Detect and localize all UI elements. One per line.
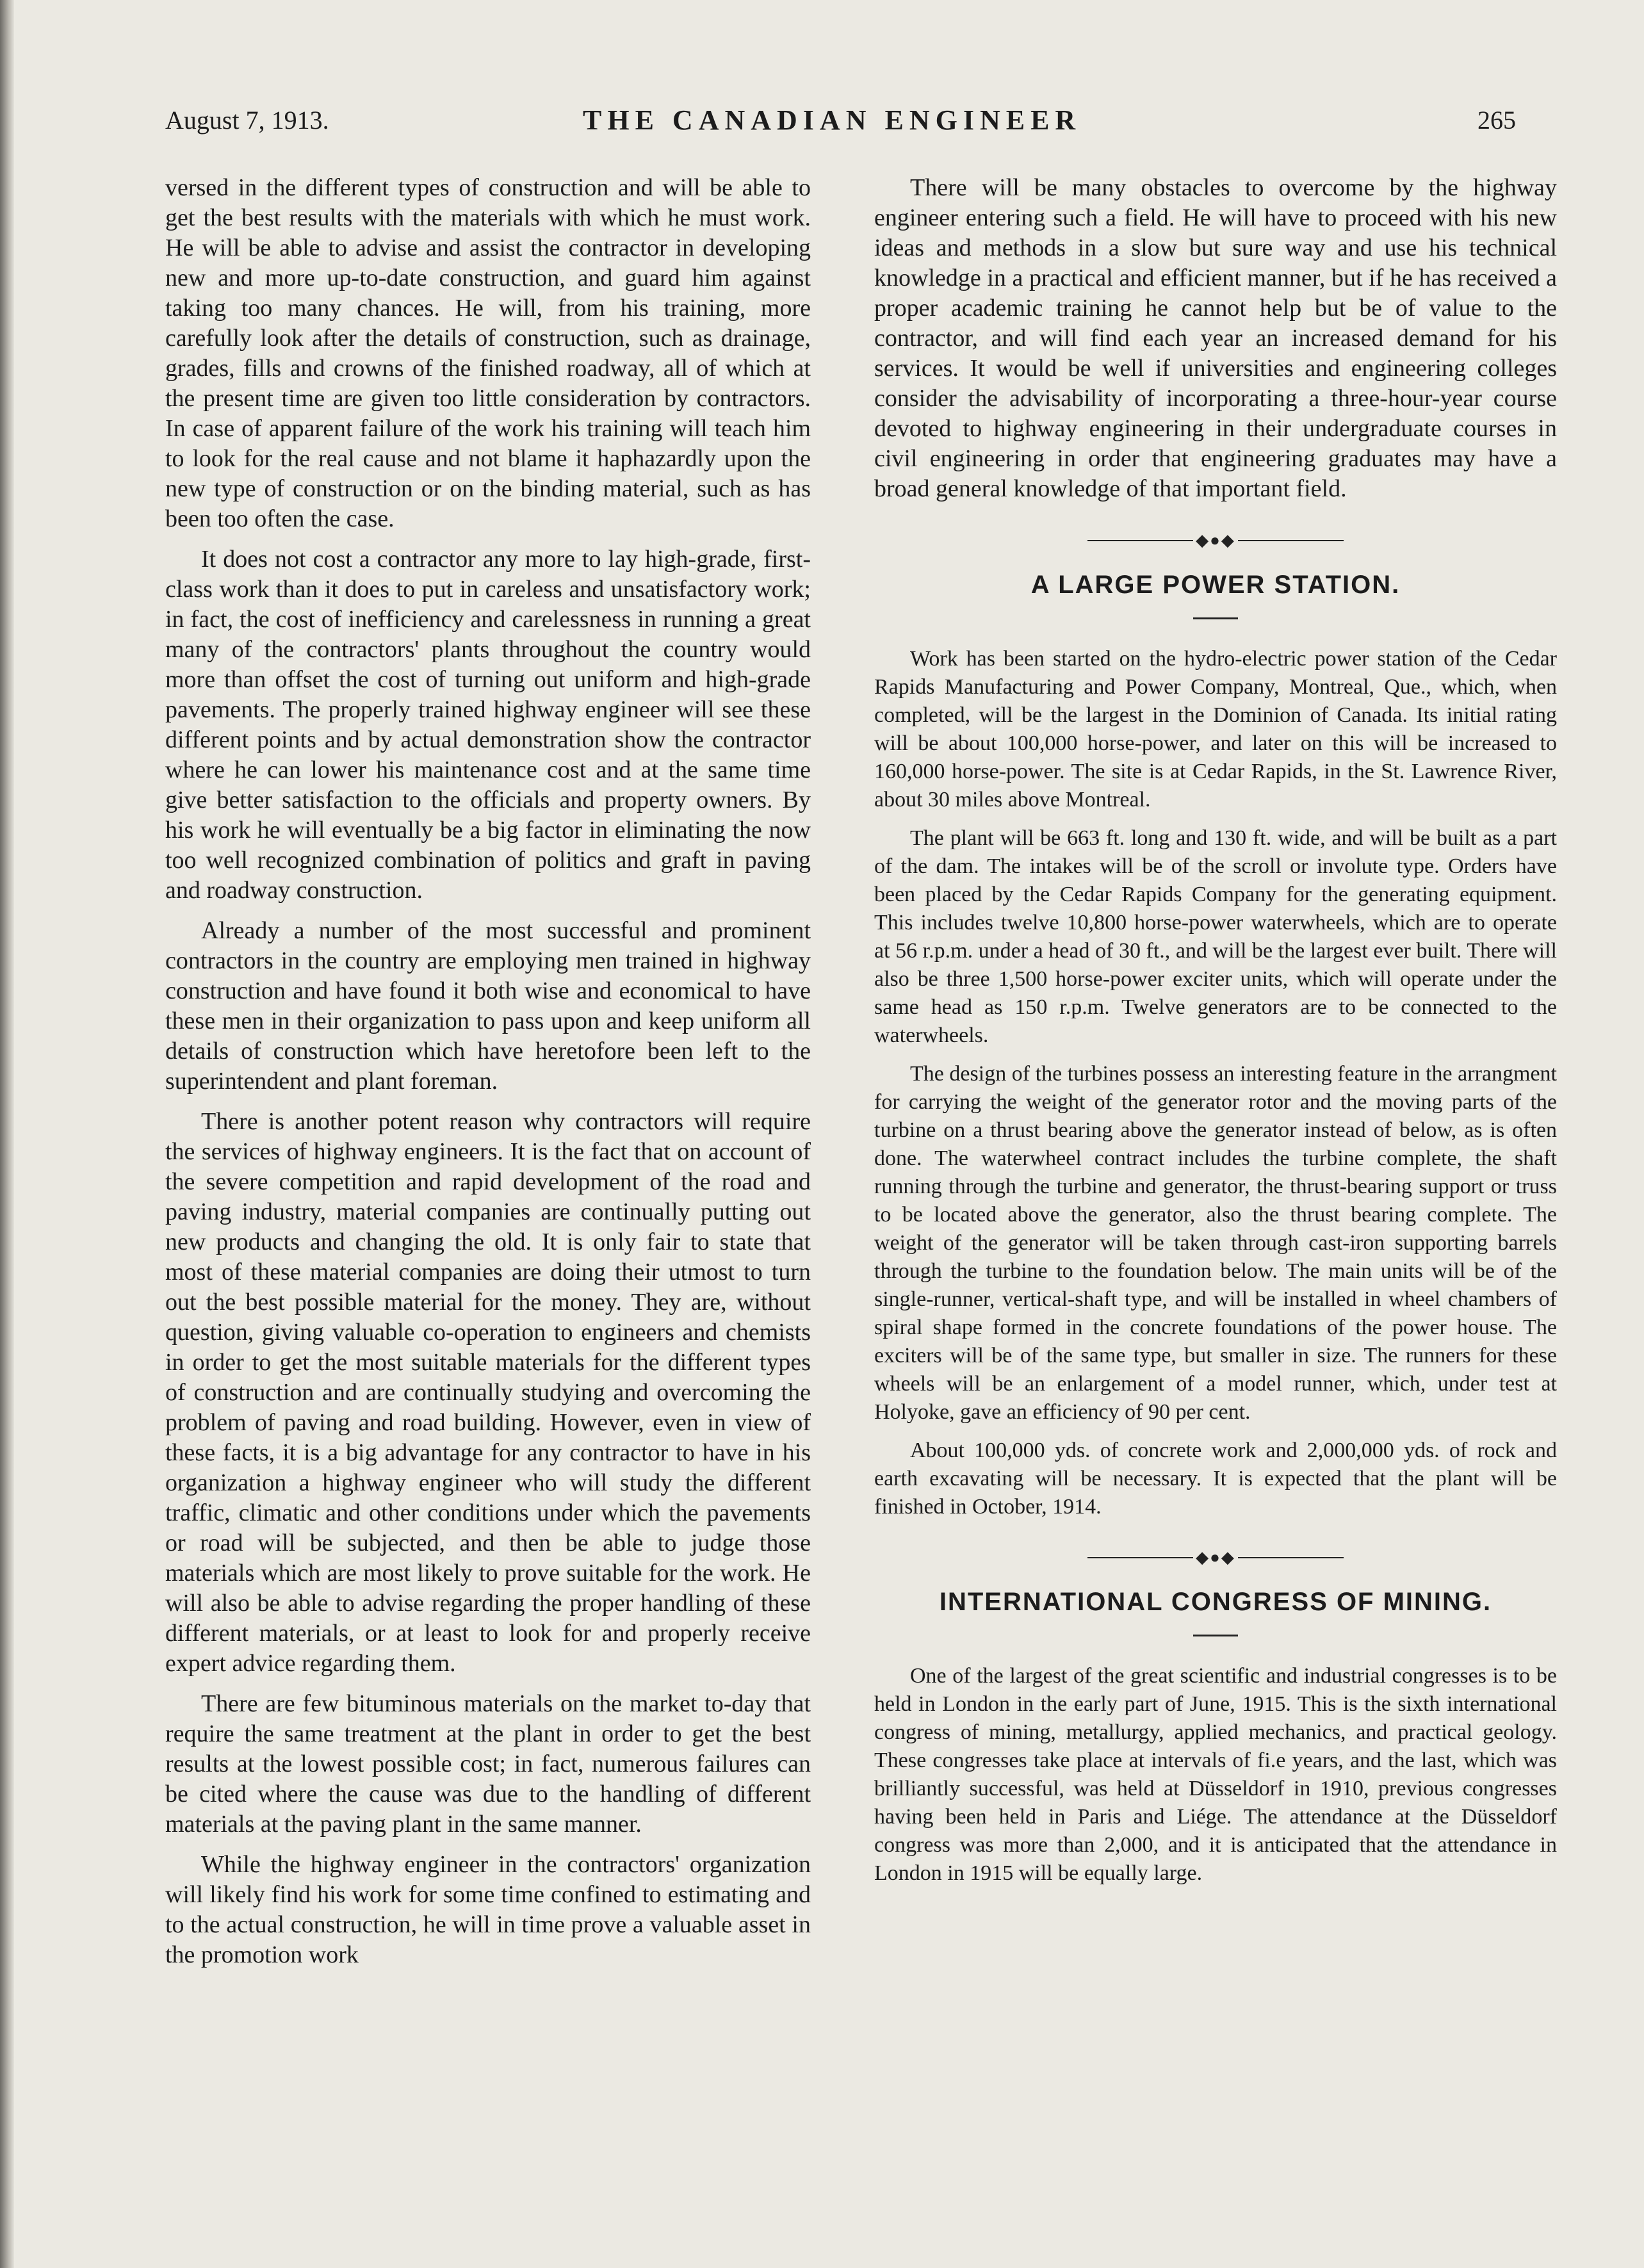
paragraph: About 100,000 yds. of concrete work and 2,000,000 yds. of rock and earth excavating will be necessary. It is expected that the plant will be finished in October, 1914. [874,1439,1557,1519]
paragraph: Already a number of the most successful and prominent contractors in the country are employing men trained in highway construction and have found it both wise and economical to have these men in their organization to pass upon and keep uniform all details of construction which have heretofore been left to the superintendent and plant foreman. [165,917,811,1095]
paragraph: There are few bituminous materials on the market to-day that require the same treatment at the plant in order to get the best results at the lowest possible cost; in fact, numerous failures can be cited where the cause was due to the handling of different materials at the paving plant in the same manner. [165,1690,811,1838]
section-ornament: ◆●◆ [874,530,1557,550]
paragraph: While the highway engineer in the contractors' organization will likely find his work for some time confined to estimating and to the actual construction, he will in time prove a valuable asset in the promotion work [165,1851,811,1968]
right-column [874,173,1557,1898]
section-ornament: ◆●◆ [874,1547,1557,1567]
paragraph: There will be many obstacles to overcome by the highway engineer entering such a field. He will have to proceed with his new ideas and methods in a slow but sure way and use his technical knowledge in a practical and efficient manner, but if he has received a proper academic training he cannot help but be of value to the contractor, and will find each year an increased demand for his services. It would be well if universities and engineering colleges consider the advisability of incorporating a three-hour-year course devoted to highway engineering in their undergraduate courses in civil engineering in order that engineering graduates may have a broad general knowledge of that important field. [874,174,1557,502]
paragraph: One of the largest of the great scientific and industrial congresses is to be held in London in the early part of June, 1915. This is the sixth international congress of mining, metallurgy, applied mechanics, and practical geology. These congresses take place at intervals of fi.e years, and the last, which was brilliantly successful, was held at Düsseldorf in 1910, previous congresses having been held in Paris and Liége. The attendance at the Düsseldorf congress was more than 2,000, and it is anticipated that the attendance in London in 1915 will be equally large. [874,1664,1557,1886]
title-rule [1193,1635,1238,1636]
paragraph: Work has been started on the hydro-electric power station of the Cedar Rapids Manufacturing and Power Company, Montreal, Que., which, when completed, will be the largest in the Dominion of Canada. Its initial rating will be about 100,000 horse-power, and later on this will be increased to 160,000 horse-power. The site is at Cedar Rapids, in the St. Lawrence River, about 30 miles above Montreal. [874,647,1557,812]
left-column [165,173,811,1980]
article-title-power-station: A LARGE POWER STATION. [1030,571,1401,600]
journal-title: THE CANADIAN ENGINEER [583,104,1082,136]
paragraph: There is another potent reason why contractors will require the services of highway engineers. It is the fact that on account of the severe competition and rapid development of the road and paving industry, material companies are continually putting out new products and changing the old. It is only fair to state that most of these material companies are doing their utmost to turn out the best possible material for the money. They are, without question, giving valuable co-operation to engineers and chemists in order to get the most suitable materials for the different types of construction and are continually studying and overcoming the problem of paving and road building. However, even in view of these facts, it is a big advantage for any contractor to have in his organization a highway engineer who will study the different traffic, climatic and other conditions under which the pavements or road will be subjected, and then be able to judge those materials which are most likely to prove suitable for the work. He will also be able to advise regarding the proper handling of these different materials, or at least to look for and properly receive expert advice regarding them. [165,1108,811,1677]
title-rule [1193,617,1238,619]
paragraph: versed in the different types of construction and will be able to get the best results with the materials with which he must work. He will be able to advise and assist the contractor in developing new and more up-to-date construction, and guard him against taking too many chances. He will, from his training, more carefully look after the details of construction, such as drainage, grades, fills and crowns of the finished roadway, all of which at the present time are given too little consideration by contractors. In case of apparent failure of the work his training will teach him to look for the real cause and not blame it haphazardly upon the new type of construction or on the binding material, such as has been too often the case. [165,174,811,532]
issue-date: August 7, 1913. [165,106,329,135]
article-title-mining-congress: INTERNATIONAL CONGRESS OF MINING. [939,1588,1492,1617]
paragraph: It does not cost a contractor any more to lay high-grade, first-class work than it does to put in careless and unsatisfactory work; in fact, the cost of inefficiency and carelessness in running a great many of the contractors' plants throughout the country would more than offset the cost of turning out uniform and high-grade pavements. The properly trained highway engineer will see these different points and by actual demonstration show the contractor where he can lower his maintenance cost and at the same time give better satisfaction to the officials and property owners. By his work he will eventually be a big factor in eliminating the now too well recognized combination of politics and graft in paving and roadway construction. [165,546,811,904]
running-head [165,96,1516,147]
paragraph: The plant will be 663 ft. long and 130 ft. wide, and will be built as a part of the dam. The intakes will be of the scroll or involute type. Orders have been placed by the Cedar Rapids Company for the generating equipment. This includes twelve 10,800 horse-power waterwheels, which are to operate at 56 r.p.m. under a head of 30 ft., and will be the largest ever built. There will also be three 1,500 horse-power exciter units, which will operate under the same head as 150 r.p.m. Twelve generators are to be connected to the waterwheels. [874,826,1557,1048]
page-binding-shadow [0,0,14,2268]
paragraph: The design of the turbines possess an interesting feature in the arrangment for carrying the weight of the generator rotor and the moving parts of the turbine on a thrust bearing above the generator instead of below, as is often done. The waterwheel contract includes the turbine complete, the shaft running through the turbine and generator, the thrust-bearing support or truss to be located above the generator, also the thrust bearing complete. The weight of the generator will be taken through cast-iron supporting barrels through the turbine to the foundation below. The main units will be of the single-runner, vertical-shaft type, and will be installed in wheel chambers of spiral shape formed in the concrete foundations of the power house. The exciters will be of the same type, but smaller in size. The runners for these wheels will be an enlargement of a model runner, which, under test at Holyoke, gave an efficiency of 90 per cent. [874,1062,1557,1424]
page-number: 265 [1477,106,1516,135]
